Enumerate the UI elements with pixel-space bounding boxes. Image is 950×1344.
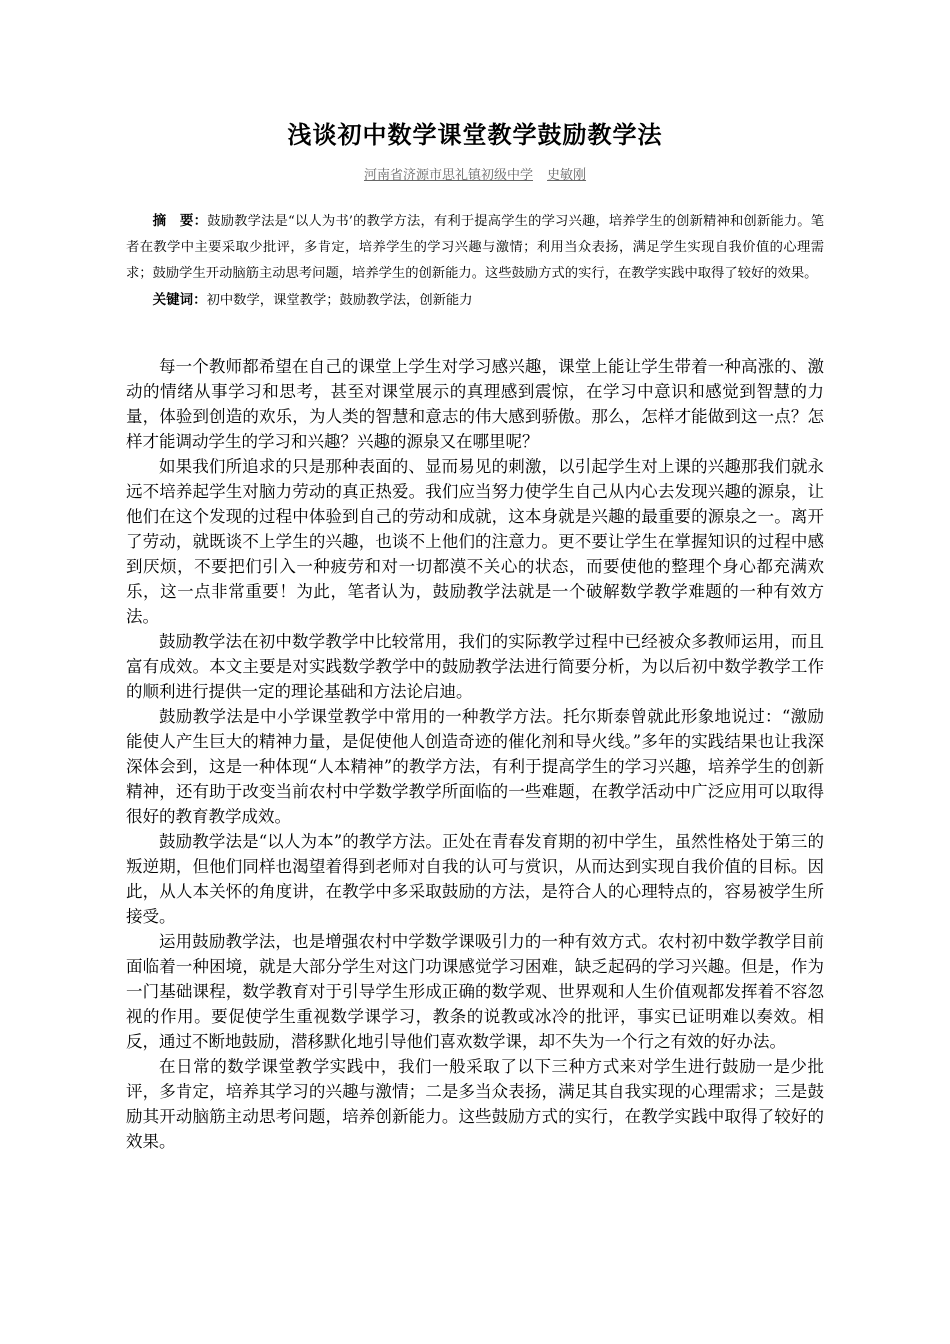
author-name: 史敏刚 (547, 168, 587, 183)
abstract-section (126, 208, 824, 314)
body-paragraph: 鼓励教学法在初中数学教学中比较常用，我们的实际教学过程中已经被众多教师运用，而且富有成效。本文主要是对实践数学教学中的鼓励教学法进行简要分析，为以后初中数学教学工作的顺利进行提供一定的理论基础和方法论启迪。 (126, 632, 824, 701)
body-paragraph: 每一个教师都希望在自己的课堂上学生对学习感兴趣，课堂上能让学生带着一种高涨的、激动的情绪从事学习和思考，甚至对课堂展示的真理感到震惊，在学习中意识和感觉到智慧的力量，体验到创造的欢乐，为人类的智慧和意志的伟大感到骄傲。那么，怎样才能做到这一点？怎样才能调动学生的学习和兴趣？兴趣的源泉又在哪里呢？ (126, 357, 824, 451)
article-body (126, 354, 824, 1154)
body-paragraph: 鼓励教学法是“以人为本”的教学方法。正处在青春发育期的初中学生，虽然性格处于第三的叛逆期，但他们同样也渴望着得到老师对自我的认可与赏识，从而达到实现自我价值的目标。因此，从人本关怀的角度讲，在教学中多采取鼓励的方法，是符合人的心理特点的，容易被学生所接受。 (126, 832, 824, 926)
body-paragraph: 如果我们所追求的只是那种表面的、显而易见的刺激，以引起学生对上课的兴趣那我们就永远不培养起学生对脑力劳动的真正热爱。我们应当努力使学生自己从内心去发现兴趣的源泉，让他们在这个发现的过程中体验到自己的劳动和成就，这本身就是兴趣的最重要的源泉之一。离开了劳动，就既谈不上学生的兴趣，也谈不上他们的注意力。更不要让学生在掌握知识的过程中感到厌烦，不要把们引入一种疲劳和对一切都漠不关心的状态，而要使他的整理个身心都充满欢乐，这一点非常重要！为此，笔者认为，鼓励教学法就是一个破解数学教学难题的一种有效方法。 (126, 457, 824, 626)
keywords-text: 初中数学，课堂教学；鼓励教学法，创新能力 (206, 293, 473, 308)
body-paragraph: 运用鼓励教学法，也是增强农村中学数学课吸引力的一种有效方式。农村初中数学教学目前面临着一种困境，就是大部分学生对这门功课感觉学习困难，缺乏起码的学习兴趣。但是，作为一门基础课程，数学教育对于引导学生形成正确的数学观、世界观和人生价值观都发挥着不容忽视的作用。要促使学生重视数学课学习，教条的说教或冰冷的批评，事实已证明难以奏效。相反，通过不断地鼓励，潜移默化地引导他们喜欢数学课，却不失为一个行之有效的好办法。 (126, 932, 824, 1051)
body-paragraph: 在日常的数学课堂教学实践中，我们一般采取了以下三种方式来对学生进行鼓励一是少批评，多肯定，培养其学习的兴趣与激情；二是多当众表扬，满足其自我实现的心理需求；三是鼓励其开动脑筋主动思考问题，培养创新能力。这些鼓励方式的实行，在教学实践中取得了较好的效果。 (126, 1057, 824, 1151)
abstract-label: 摘 要： (152, 213, 208, 229)
body-paragraph: 鼓励教学法是中小学课堂教学中常用的一种教学方法。托尔斯泰曾就此形象地说过：“激励能使人产生巨大的精神力量，是促使他人创造奇迹的催化剂和导火线。”多年的实践结果也让我深深体会到，这是一种体现“人本精神”的教学方法，有利于提高学生的学习兴趣，培养学生的创新精神，还有助于改变当前农村中学数学教学所面临的一些难题，在教学活动中广泛应用可以取得很好的教育教学成效。 (126, 707, 824, 826)
author-line (0, 164, 950, 183)
abstract-text: 鼓励教学法是“以人为书’的教学方法，有利于提高学生的学习兴趣，培养学生的创新精神和创新能力。笔者在教学中主要采取少批评，多肯定，培养学生的学习兴趣与激情；利用当众表扬，满足学生实现自我价值的心理需求；鼓励学生开动脑筋主动思考问题，培养学生的创新能力。这些鼓励方式的实行，在教学实践中取得了较好的效果。 (126, 214, 825, 281)
keywords-label: 关键词： (152, 292, 207, 308)
author-affiliation: 河南省济源市思礼镇初级中学 (363, 168, 533, 183)
abstract-paragraph (126, 208, 824, 287)
article-title: 浅谈初中数学课堂教学鼓励教学法 (287, 121, 663, 149)
keywords-paragraph (126, 287, 824, 314)
